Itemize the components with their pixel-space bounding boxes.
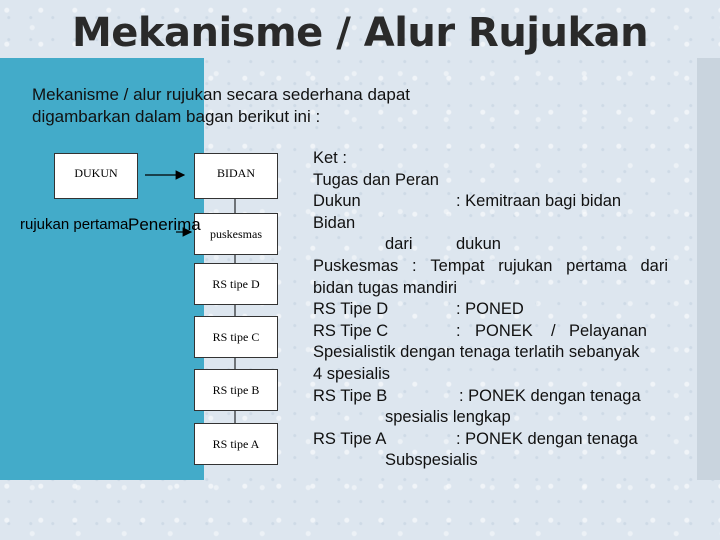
node-rs-tipe-a [194,423,278,465]
ket-rsc-row [313,321,668,343]
referral-flow-diagram [0,140,300,480]
right-decor-strip [697,58,720,480]
ket-rsb-desc: : PONEK dengan tenaga [459,386,641,405]
ket-rsd-term: RS Tipe D [313,300,389,319]
ket-rsa-row [313,429,668,451]
penerima-label: Penerima [128,215,201,234]
node-bidan [194,153,278,199]
intro-text: Mekanisme / alur rujukan secara sederhana dapat digambarkan dalam bagan berikut ini : [32,85,410,126]
ket-rsc-line3: 4 spesialis [313,364,391,383]
page-title: Mekanisme / Alur Rujukan [71,10,649,56]
node-rs-tipe-c [194,316,278,358]
ket-dukun-row [313,191,668,213]
ket-rsb-term: RS Tipe B [313,386,388,405]
ket-pusk-w6: dari [640,256,668,275]
node-rs-tipe-b [194,369,278,411]
node-puskesmas-label: puskesmas [210,226,262,241]
ket-dukun-desc: : Kemitraan bagi bidan [456,192,622,211]
ket-rsd-desc: : PONED [456,300,524,319]
ket-rsc-line2: Spesialistik dengan tenaga terlatih sebanyak [313,343,640,362]
legend-text [313,148,668,472]
node-bidan-label: BIDAN [217,166,255,180]
node-rs-tipe-d [194,263,278,305]
node-rs-tipe-d-label: RS tipe D [212,276,260,291]
ket-pusk-w5: pertama [566,256,627,275]
ket-rsc-slash: / [551,321,556,340]
ket-subheading: Tugas dan Peran [313,170,439,189]
ket-rsa-line2: Subspesialis [385,451,478,470]
ket-pusk-w3: Tempat [430,256,485,275]
ket-bidan-row2 [313,234,668,256]
node-rs-tipe-b-label: RS tipe B [212,382,260,397]
ket-rsc-colon: : [456,321,461,340]
ket-bidan-term: Bidan [313,213,356,232]
ket-bidan-dari: dari [385,235,413,254]
ket-rsa-term: RS Tipe A [313,429,387,448]
node-puskesmas [194,213,278,255]
ket-pusk-w4: rujukan [498,256,553,275]
ket-rsb-line2: spesialis lengkap [385,408,511,427]
ket-rsc-term: RS Tipe C [313,321,389,340]
node-dukun-label: DUKUN [74,166,118,180]
ket-rsa-desc: : PONEK dengan tenaga [456,429,638,448]
ket-puskesmas-row [313,256,668,278]
ket-rsd-row [313,299,668,321]
ket-pusk-w2: : [412,256,417,275]
ket-rsb-row [313,386,668,408]
ket-pusk-w1: Puskesmas [313,256,399,275]
ket-bidan-dukun: dukun [456,235,501,254]
ket-rsc-poneK: PONEK [475,321,533,340]
ket-heading: Ket : [313,149,347,167]
ket-pusk-line2: bidan tugas mandiri [313,278,458,297]
node-dukun [54,153,138,199]
ket-dukun-term: Dukun [313,192,361,211]
ket-rsc-pelayanan: Pelayanan [569,321,647,340]
rujukan-pertama-label: rujukan pertama [20,216,129,233]
node-rs-tipe-c-label: RS tipe C [212,329,260,344]
node-rs-tipe-a-label: RS tipe A [212,436,260,451]
